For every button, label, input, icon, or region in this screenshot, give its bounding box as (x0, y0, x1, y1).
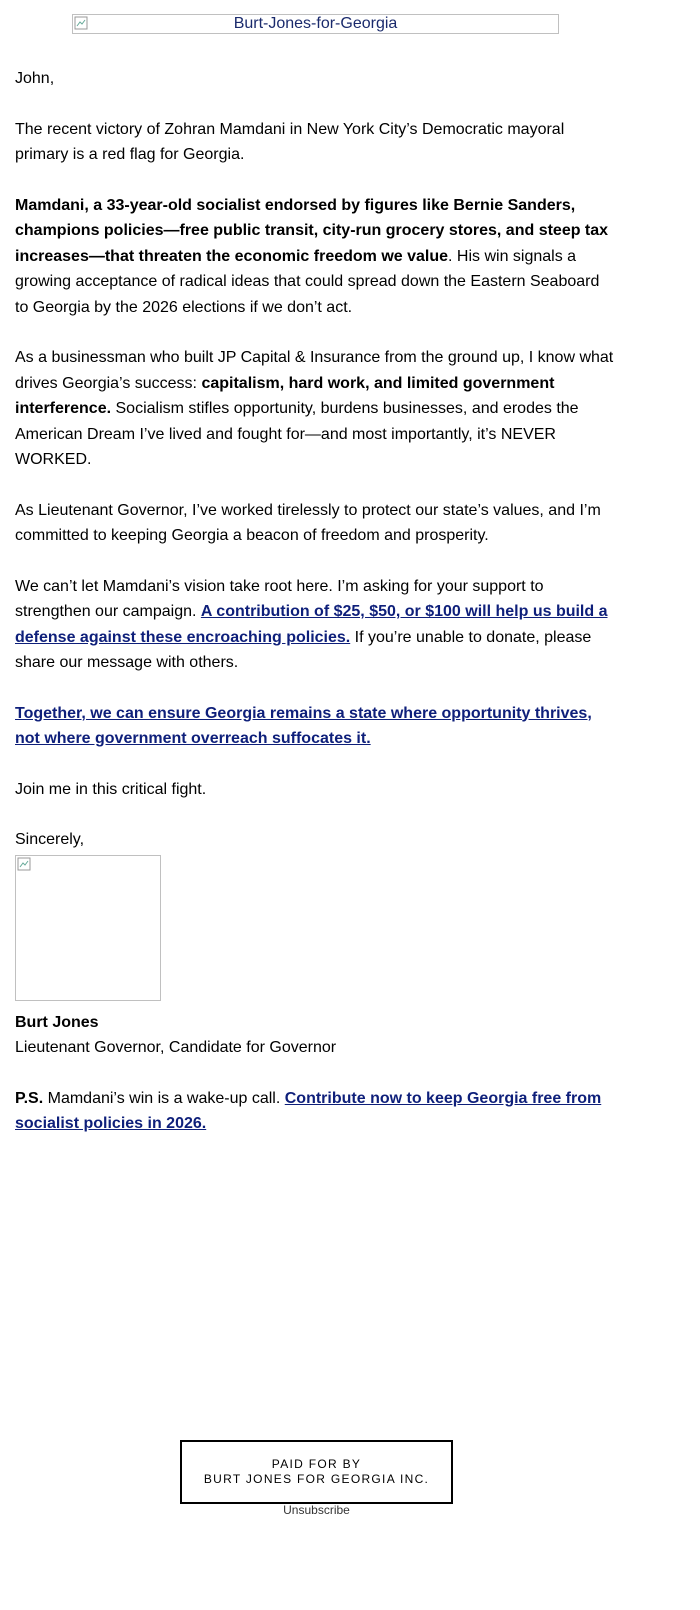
signer-block (15, 1010, 615, 1061)
email-body (15, 66, 615, 1162)
paragraph-1: The recent victory of Zohran Mamdani in New York City’s Democratic mayoral primary is a red flag for Georgia. (15, 120, 565, 163)
paragraph-3 (15, 345, 615, 473)
ps-label: P.S. (15, 1089, 44, 1107)
paid-for-line-2: BURT JONES FOR GEORGIA INC. (203, 1472, 430, 1486)
paragraph-4: As Lieutenant Governor, I’ve worked tirelessly to protect our state’s values, and I’m committed to keeping Georgia a beacon of freedom and prosperity. (15, 501, 601, 544)
greeting: John, (15, 70, 55, 87)
header-banner-image[interactable] (72, 14, 559, 34)
paragraph-3-rest: Socialism stifles opportunity, burdens businesses, and erodes the American Dream I’ve lived and fought for—and most importantly, it’s NEVER WORKED. (15, 400, 579, 468)
signer-name: Burt Jones (15, 1013, 99, 1031)
signature-image (15, 855, 161, 1001)
closing: Sincerely, (15, 831, 85, 848)
paragraph-7: Join me in this critical fight. (15, 780, 207, 798)
broken-image-icon (17, 857, 31, 871)
signer-title: Lieutenant Governor, Candidate for Governor (15, 1039, 337, 1056)
ps-contribute-link[interactable]: Contribute now to keep Georgia free from socialist policies in 2026. (15, 1089, 602, 1132)
paragraph-5 (15, 574, 615, 676)
together-link[interactable]: Together, we can ensure Georgia remains a state where opportunity thrives, not where government overreach suffocates it. (15, 704, 592, 747)
paragraph-6 (15, 701, 615, 752)
contribution-link[interactable]: A contribution of $25, $50, or $100 will help us build a defense against these encroaching policies. (15, 603, 608, 646)
paid-for-by-box (180, 1440, 453, 1504)
ps-text: Mamdani’s win is a wake-up call. (43, 1089, 285, 1107)
paragraph-5-start: We can’t let Mamdani’s vision take root here. I’m asking for your support to strengthen our campaign. (15, 577, 544, 620)
unsubscribe-link[interactable]: Unsubscribe (283, 1503, 350, 1517)
header-image-alt-text: Burt-Jones-for-Georgia (233, 15, 398, 32)
paragraph-5-rest: If you’re unable to donate, please share our message with others. (15, 628, 592, 671)
paragraph-2-bold: Mamdani, a 33-year-old socialist endorsed by figures like Bernie Sanders, champions policies—free public transit, city-run grocery stores, and steep tax increases—that threaten the economic freedom we value (15, 196, 609, 265)
paragraph-2 (15, 193, 615, 321)
paragraph-3-bold: capitalism, hard work, and limited government interference. (15, 374, 555, 417)
broken-image-icon (74, 16, 88, 30)
paragraph-2-rest: . His win signals a growing acceptance of radical ideas that could spread down the Eastern Seaboard to Georgia by the 2026 elections if we don’t act. (15, 247, 600, 316)
postscript (15, 1086, 615, 1137)
paragraph-3-start: As a businessman who built JP Capital & Insurance from the ground up, I know what drives Georgia’s success: (15, 349, 614, 392)
paid-for-line-1: PAID FOR BY (271, 1457, 362, 1471)
